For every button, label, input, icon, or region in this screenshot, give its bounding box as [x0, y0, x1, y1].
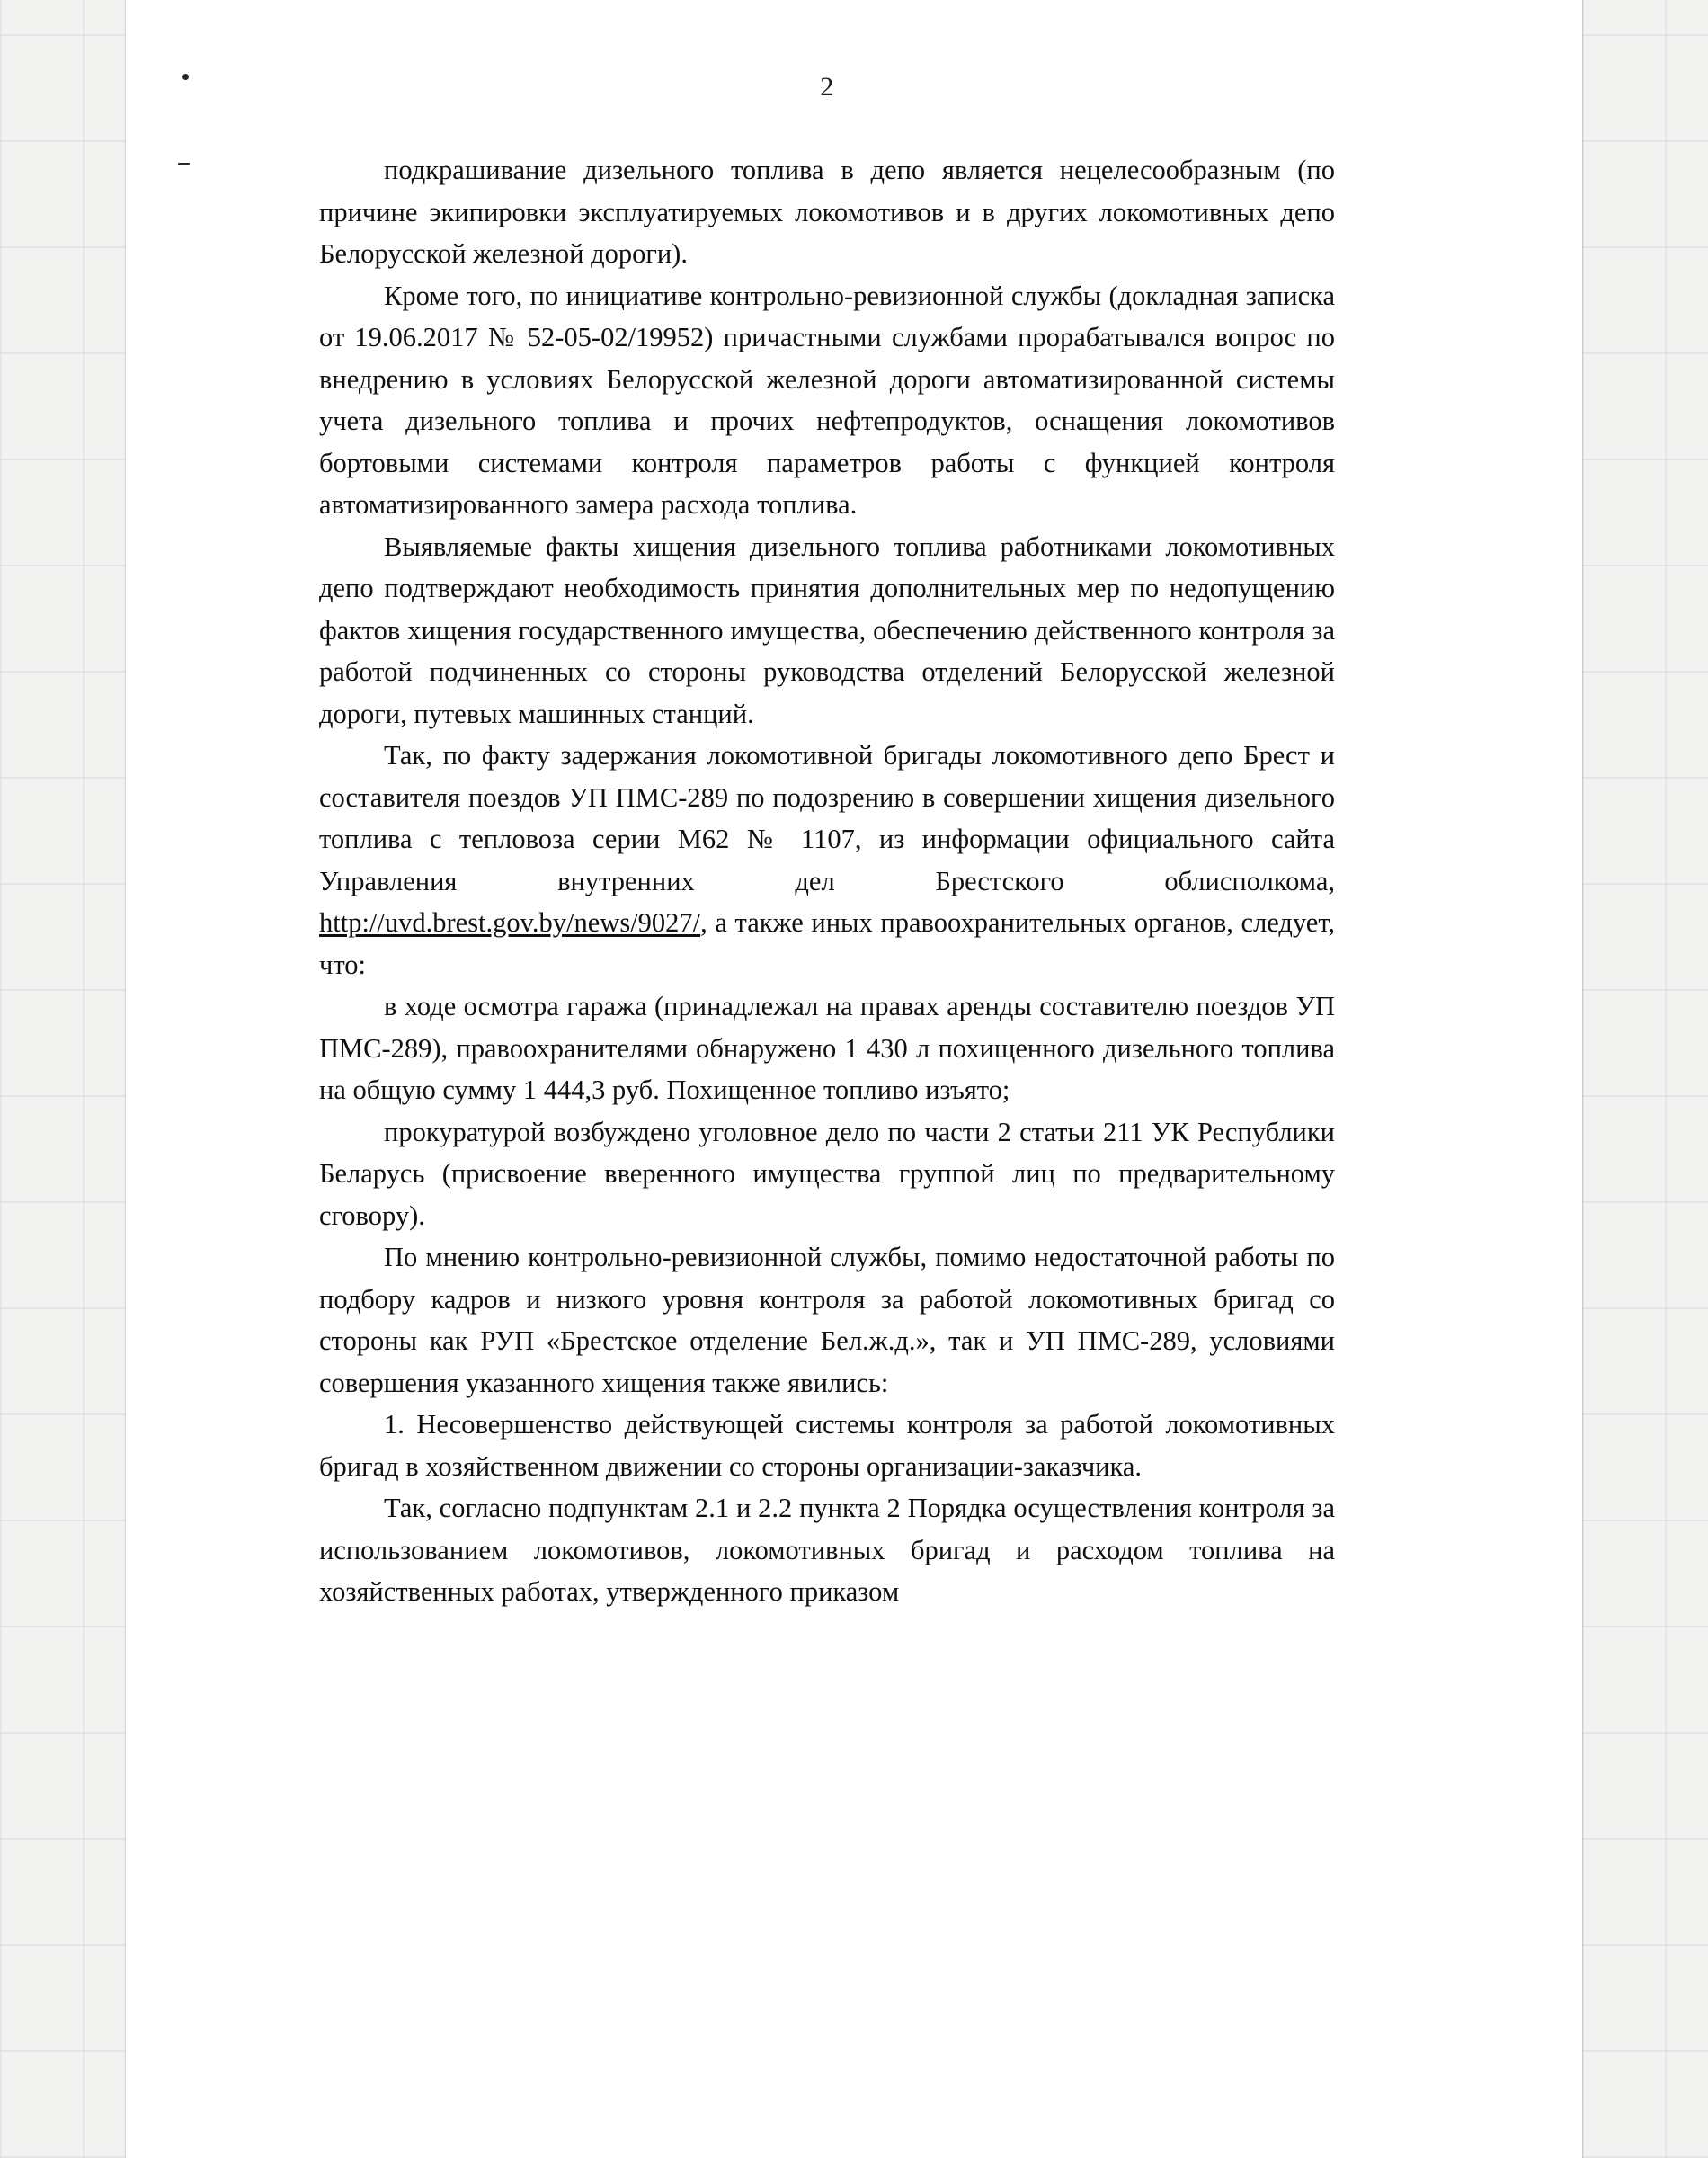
- paragraph-5: в ходе осмотра гаража (принадлежал на правах аренды составителю поездов УП ПМС-289), правоохранителями обнаружено 1 430 л похищенного дизельного топлива на общую сумму 1 444,3 руб. Похищенное топливо изъято;: [319, 991, 1335, 1105]
- document-body: [319, 72, 1335, 1613]
- paragraph-6: прокуратурой возбуждено уголовное дело по части 2 статьи 211 УК Республики Беларусь (присвоение вверенного имущества группой лиц по предварительному сговору).: [319, 1116, 1335, 1231]
- paragraph-7: По мнению контрольно-ревизионной службы, помимо недостаточной работы по подбору кадров и низкого уровня контроля за работой локомотивных бригад со стороны как РУП «Брестское отделение Бел.ж.д.», так и УП ПМС-289, условиями совершения указанного хищения также явились:: [319, 1242, 1335, 1398]
- paragraph-2: Кроме того, по инициативе контрольно-ревизионной службы (докладная записка от 19.06.2017 № 52-05-02/19952) причастными службами прорабатывался вопрос по внедрению в условиях Белорусской железной дороги автоматизированной системы учета дизельного топлива и прочих нефтепродуктов, оснащения локомотивов бортовыми системами контроля параметров работы с функцией контроля автоматизированного замера расхода топлива.: [319, 280, 1335, 520]
- scan-background-left: [0, 0, 126, 2158]
- scan-artifact-dash: [178, 163, 190, 165]
- scan-background-right: [1582, 0, 1708, 2158]
- page-sheet: [126, 0, 1582, 2158]
- paragraph-4-tail: , а также иных правоохранительных органов, следует, что:: [319, 907, 1335, 980]
- uvd-brest-link[interactable]: http://uvd.brest.gov.by/news/9027/: [319, 907, 701, 938]
- page-number: 2: [820, 72, 834, 102]
- scan-artifact-dot: [182, 74, 189, 80]
- paragraph-4: [319, 735, 1335, 985]
- paragraph-4-lead: Так, по факту задержания локомотивной бригады локомотивного депо Брест и составителя поездов УП ПМС-289 по подозрению в совершении хищения дизельного топлива с тепловоза серии М62 № 1107, из информации официального сайта Управления внутренних дел Брестского облисполкома,: [319, 740, 1335, 896]
- paragraph-3: Выявляемые факты хищения дизельного топлива работниками локомотивных депо подтверждают необходимость принятия дополнительных мер по недопущению фактов хищения государственного имущества, обеспечению действенного контроля за работой подчиненных со стороны руководства отделений Белорусской железной дороги, путевых машинных станций.: [319, 531, 1335, 729]
- paragraph-8-list-item-1: 1. Несовершенство действующей системы контроля за работой локомотивных бригад в хозяйственном движении со стороны организации-заказчика.: [319, 1409, 1335, 1482]
- paragraph-9: Так, согласно подпунктам 2.1 и 2.2 пункта 2 Порядка осуществления контроля за использованием локомотивов, локомотивных бригад и расходом топлива на хозяйственных работах, утвержденного приказом: [319, 1493, 1335, 1607]
- paragraph-1: подкрашивание дизельного топлива в депо является нецелесообразным (по причине экипировки эксплуатируемых локомотивов и в других локомотивных депо Белорусской железной дороги).: [319, 155, 1335, 269]
